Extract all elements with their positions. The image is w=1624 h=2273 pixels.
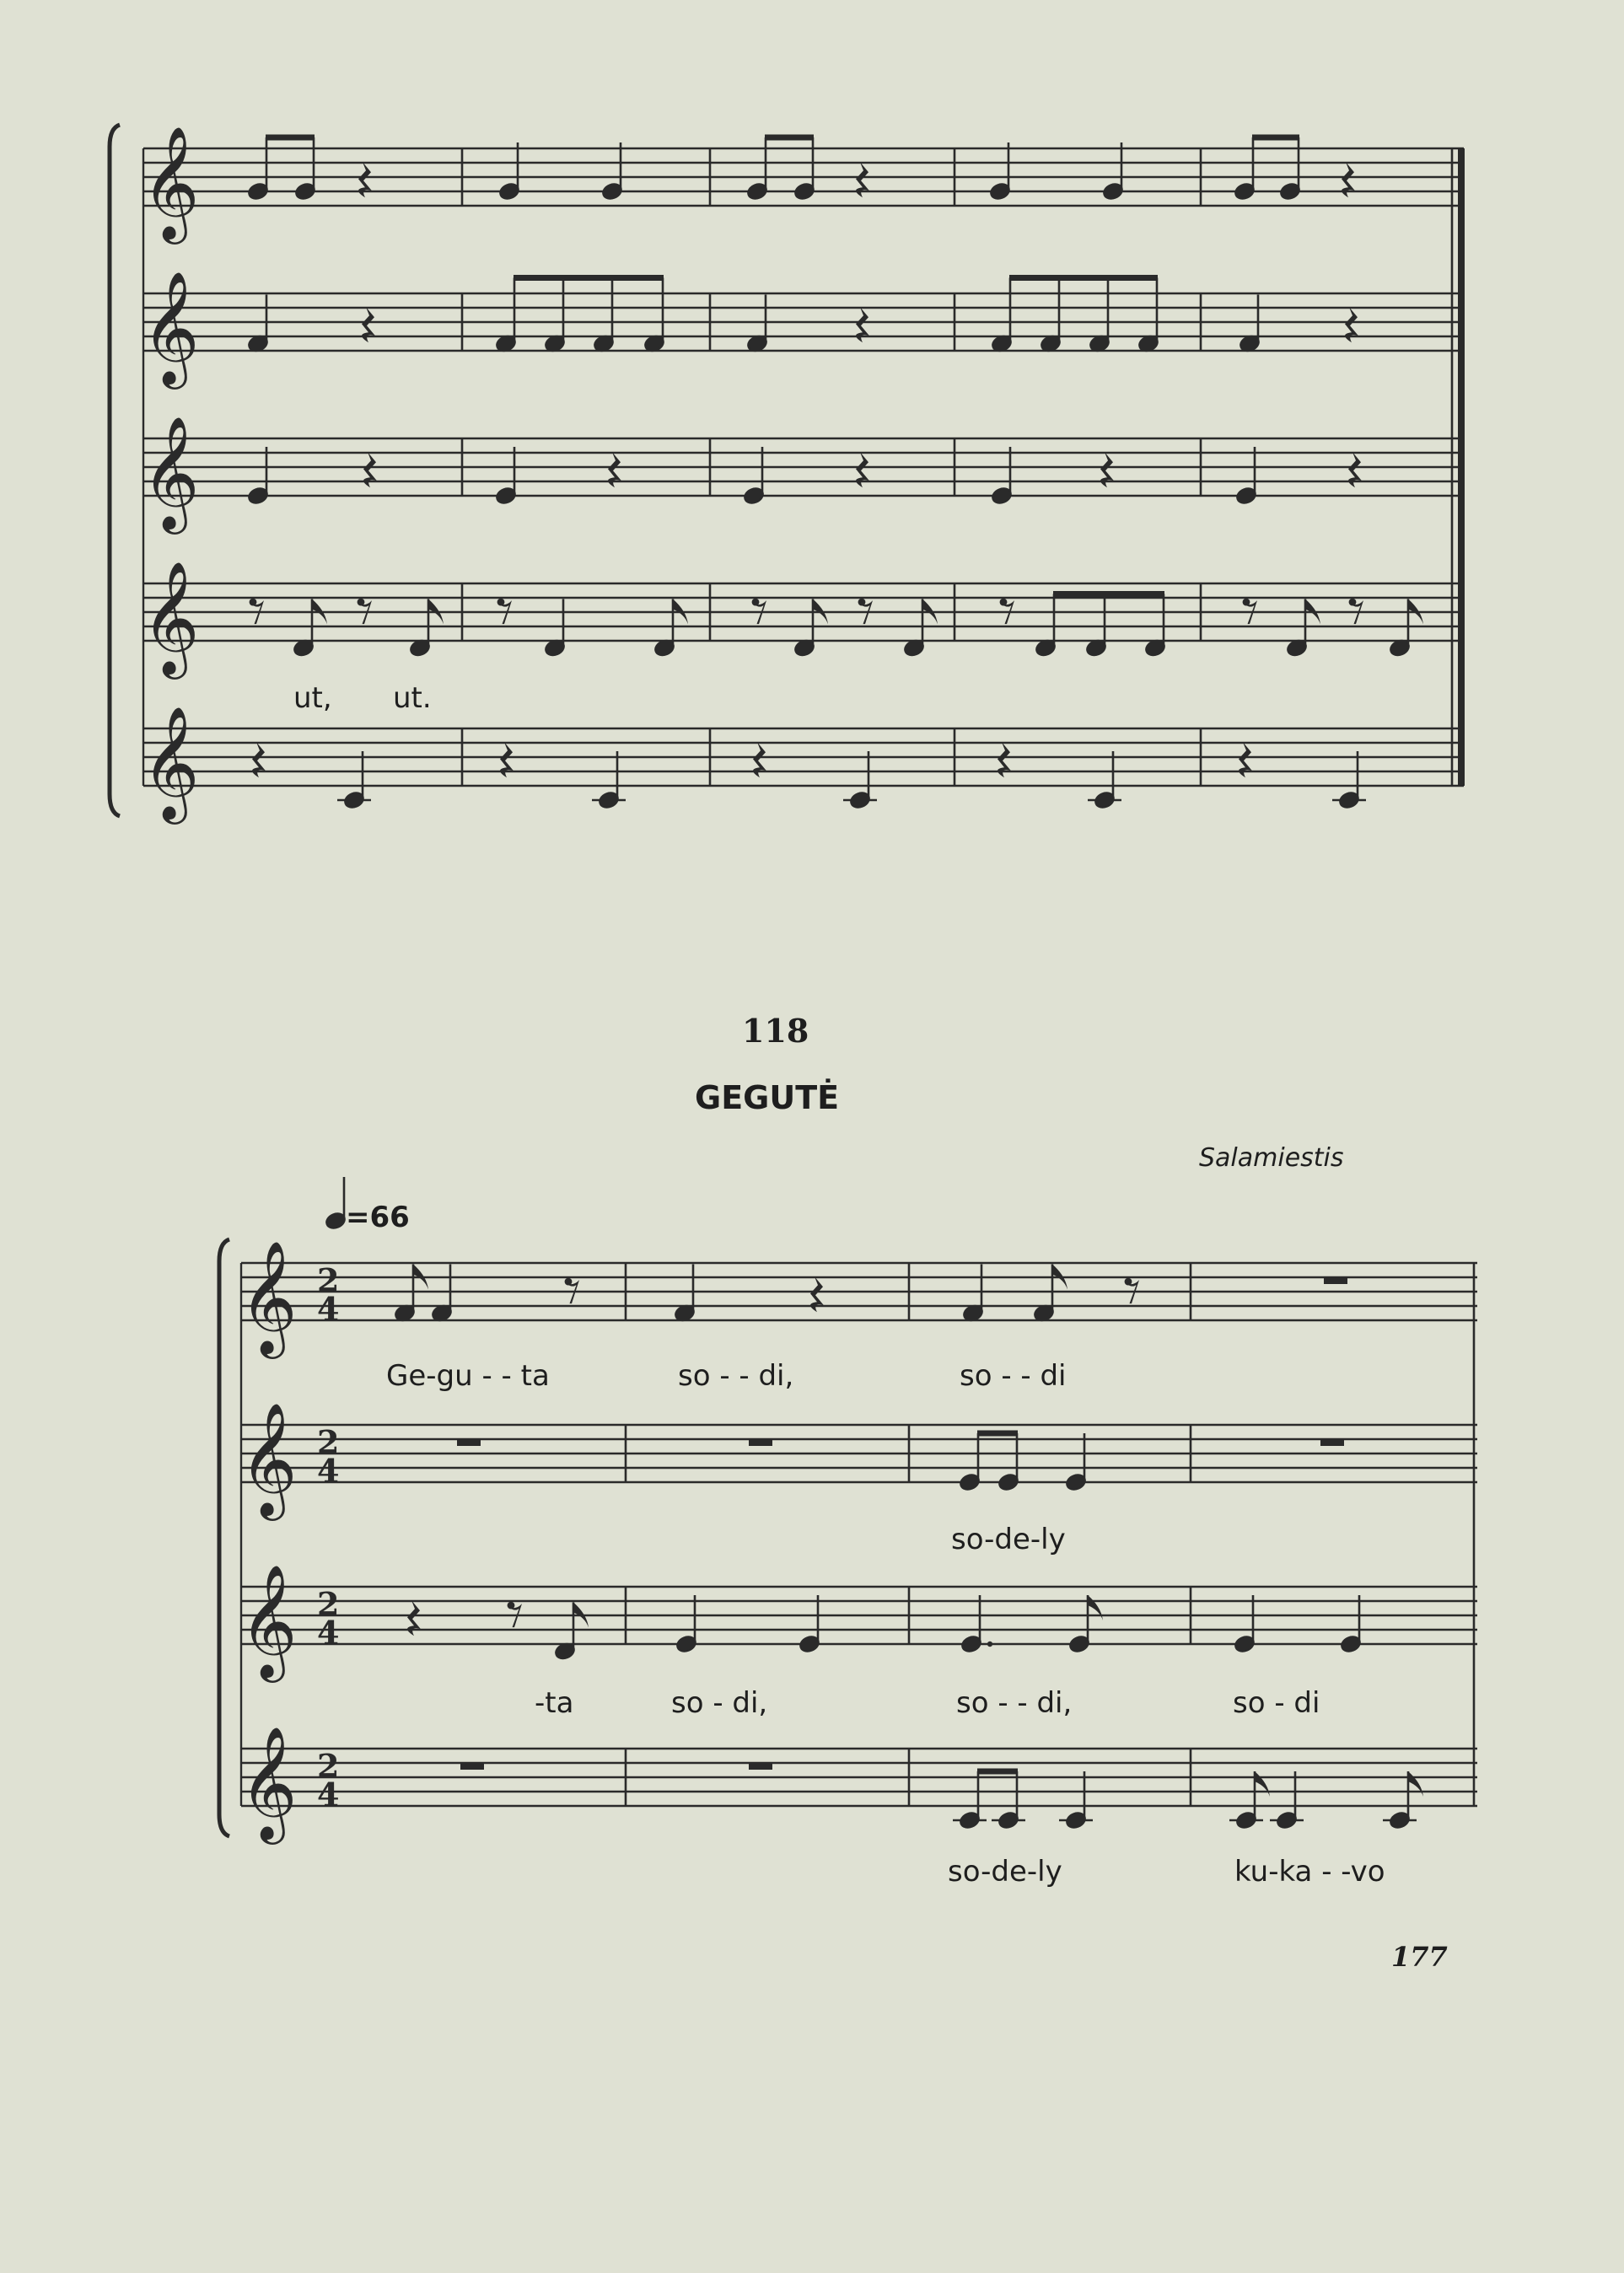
time-signature-top: 2 (317, 1585, 340, 1623)
lyric-s2-sodi-3: so - di, (671, 1686, 768, 1720)
lyric-s2-ta: -ta (535, 1686, 574, 1720)
time-signature-bottom: 4 (317, 1452, 340, 1490)
system-bracket (219, 1239, 229, 1836)
treble-clef: 𝄞 (142, 706, 200, 819)
system-1-notes (247, 137, 1423, 810)
time-signature-bottom: 4 (317, 1290, 340, 1328)
tempo-marking: =66 (346, 1201, 410, 1234)
piece-number: 118 (742, 1012, 809, 1050)
lyric-s2-sodi-4: so - - di, (956, 1686, 1073, 1720)
lyric-s2-sodi-2: so - - di (960, 1359, 1067, 1393)
note-flag (1408, 1771, 1423, 1797)
treble-clef: 𝄞 (239, 1402, 298, 1516)
whole-rest (460, 1763, 484, 1770)
treble-clef: 𝄞 (239, 1240, 298, 1354)
system-1-staves (110, 125, 1464, 825)
lyric-s2-sodi-1: so - - di, (678, 1359, 794, 1393)
piece-origin: Salamiestis (1199, 1143, 1344, 1173)
time-signature-top: 2 (317, 1423, 340, 1461)
piece-title: GEGUTĖ (695, 1079, 840, 1116)
whole-rest (457, 1439, 481, 1446)
time-signature-bottom: 4 (317, 1776, 340, 1814)
note-flag (1088, 1595, 1103, 1620)
system-2-staves (219, 1239, 1477, 1845)
lyric-s2-kukavo: ku-ka - -vo (1234, 1855, 1385, 1889)
page-number: 177 (1391, 1941, 1448, 1973)
treble-clef: 𝄞 (239, 1564, 298, 1678)
time-signature-bottom: 4 (317, 1614, 340, 1652)
treble-clef: 𝄞 (142, 126, 200, 239)
whole-rest (749, 1439, 772, 1446)
lyric-s2-sodely-bass: so-de-ly (948, 1855, 1062, 1889)
lyric-s2-gegu-ta: Ge-gu - - ta (386, 1359, 550, 1393)
note-dot (987, 1642, 992, 1647)
treble-clef: 𝄞 (142, 416, 200, 529)
lyric-s2-sodely-alto: so-de-ly (951, 1523, 1066, 1556)
lyric-s2-sodi-5: so - di (1233, 1686, 1320, 1720)
system-2-notes (325, 1177, 1423, 1830)
treble-clef: 𝄞 (142, 561, 200, 674)
treble-clef: 𝄞 (239, 1726, 298, 1840)
note-flag (1255, 1771, 1270, 1797)
system-bracket (110, 125, 120, 816)
lyric-s1-ut-2: ut. (393, 681, 432, 715)
whole-rest (1320, 1439, 1344, 1446)
whole-rest (1324, 1277, 1347, 1284)
lyric-s1-ut-1: ut, (293, 681, 332, 715)
whole-rest (749, 1763, 772, 1770)
time-signature-top: 2 (317, 1747, 340, 1785)
treble-clef: 𝄞 (142, 271, 200, 384)
time-signature-top: 2 (317, 1261, 340, 1299)
